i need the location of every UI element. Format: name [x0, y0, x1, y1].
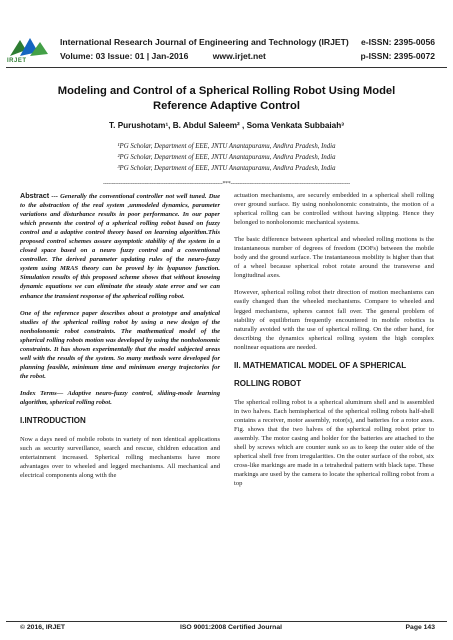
affiliation-1: ¹PG Scholar, Department of EEE, JNTU Anantapuramu, Andhra Pradesh, India — [117, 143, 336, 150]
author-affiliations — [20, 141, 433, 174]
abstract — [20, 191, 220, 301]
journal-volume — [60, 51, 266, 61]
right-paragraph-4: The spherical rolling robot is a spherical aluminum shell and is assembled in two halves. Each hemispherical of the spherical rolling robots half-shell contains a receiver, motor assembly, rotor(s), and batteries for a rotor axes. Fig. shows that the two halves of the spherical rolling robot prior to assembly. The motor casing and holder for the batteries are attached to the shell by screws which are counter sunk so as to keep the outer side of the spherical shell free from irregularities. On the outer surface of the robot, six cross-like markings are made in a tetrahedral pattern with black tape. These markings are used by the camera to locate the spherical rolling robot from a top — [234, 398, 434, 488]
section-2-heading — [234, 360, 434, 390]
footer-copyright: © 2016, IRJET — [20, 624, 66, 631]
footer-page-number: Page 143 — [405, 624, 435, 631]
index-terms: Index Terms— Adaptive neuro-fuzzy control, sliding-mode learning algorithm, spherical rolling robot. — [20, 389, 220, 406]
section-2-heading-line-1: II. MATHEMATICAL MODEL OF A SPHERICAL — [234, 360, 407, 370]
abstract-dash: --- — [49, 193, 61, 200]
footer-rule — [6, 621, 447, 622]
abstract-label: Abstract — [20, 191, 50, 200]
right-paragraph-1: actuation mechanisms, are securely embedded in a spherical shell rolling over ground surface. By using nonholonomic constraints, the motion of a spherical rolling can be controlled without having slipping. Hence they belonged to nonholonomic mechanical systems. — [234, 192, 434, 227]
right-column — [234, 191, 434, 496]
intro-text: Now a days need of mobile robots in variety of non identical applications such as security surveillance, search and rescue, children education and entertainment increased. Spherical rolling mechanisms have more advantages over to wheeled and legged mechanisms. All mechanical and electrical components along with the — [20, 436, 220, 480]
abstract-paragraph-2: One of the reference paper describes about a prototype and analytical studies of the spherical rolling robot by using a new design of the nonholonomic robot constraints. The mathematical model of the spherical rolling robots motion was developed by using the nonholonomic constraints. It has shown experimentally that the model subjected areas well with the results of the system. So many methods were developed for planning feasible, minimum time and minimum energy trajectories for the robot. — [20, 309, 220, 380]
paper-title — [20, 84, 433, 114]
pissn: p-ISSN: 2395-0072 — [360, 51, 435, 61]
right-paragraph-3: However, spherical rolling robot their direction of motion mechanisms can easily changed than the wheeled mechanisms. Compare to wheeled and legged mechanisms, spheres cannot fall over. The general problem of stability of equilibrium frequently encountered in mobile robotics is naturally avoided with the use of spherical rolling. On the other hand, for describing the dynamics spherical rolling system the high complex nonlinear equations are needed. — [234, 289, 434, 351]
intro-heading: I.INTRODUCTION — [20, 416, 86, 426]
right-paragraph-2: The basic difference between spherical and wheeled rolling motions is the instantaneous number of degrees of freedom (DOFs) between the mobile body and the ground surface. The instantaneous mobility is higher than that of a wheel because spherical robot rotate around the transverse and longitudinal axes. — [234, 236, 434, 280]
journal-header — [0, 0, 453, 70]
section-divider: ---------------------------------------------------------------------***--------------------------------------------------------------------- — [103, 181, 350, 187]
eissn: e-ISSN: 2395-0056 — [360, 37, 435, 47]
abstract-text: Generally the conventional controller not well tuned. Due to the abstraction of the real system ,unmodeled dynamics, parameter variations and disturbance results in poor performance. In our paper which presents the control of a spherical rolling robot based on fuzzy control and a adaptive control theory based on learning algorithm.This proposed control schemes assure asymptotic stability of the system in a closed space based on a neuro fuzzy control and a conventional controller. The derived parameter updating rules of the neuro-fuzzy system using MRAS theory can be proved by its lyapunov function. Simulation results of this proposed scheme shows that without knowing dynamic equations we can eliminate the steady state error and we can enhance the transient response of the spherical rolling robot. — [20, 193, 220, 300]
paper-authors: T. Purushotam¹, B. Abdul Saleem² , Soma Venkata Subbaiah³ — [109, 121, 344, 130]
affiliation-2: ²PG Scholar, Department of EEE, JNTU Anantapuramu, Andhra Pradesh, India — [117, 154, 336, 161]
header-rule — [6, 67, 447, 68]
footer-iso: ISO 9001:2008 Certified Journal — [180, 624, 282, 631]
journal-name: International Research Journal of Engineering and Technology (IRJET) — [60, 37, 349, 47]
title-line-1: Modeling and Control of a Spherical Rolling Robot Using Model — [57, 85, 396, 97]
journal-website[interactable]: www.irjet.net — [212, 51, 266, 61]
volume-issue: Volume: 03 Issue: 01 | Jan-2016 — [60, 51, 189, 61]
left-column — [20, 191, 220, 488]
affiliation-3: ³PG Scholar, Department of EEE, JNTU Anantapuramu, Andhra Pradesh, India — [117, 165, 336, 172]
section-2-heading-line-2: ROLLING ROBOT — [234, 378, 302, 388]
logo-text: IRJET — [7, 58, 27, 64]
title-line-2: Reference Adaptive Control — [153, 100, 300, 112]
